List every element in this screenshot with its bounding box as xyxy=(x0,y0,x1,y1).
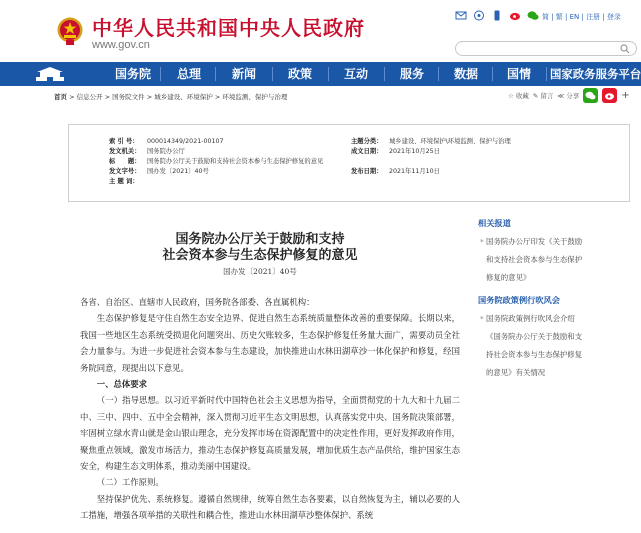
meta-index-no: 索 引 号： 000014349/2021-00107 xyxy=(109,138,224,145)
main-nav xyxy=(0,62,641,86)
sidebar-related-link-cont[interactable]: 和支持社会资本参与生态保护 xyxy=(486,255,583,264)
nav-item-premier[interactable]: 总理 xyxy=(176,67,201,81)
meta-published: 发布日期： 2021年11月10日 xyxy=(351,168,440,175)
nav-divider xyxy=(272,67,273,81)
article-paragraph xyxy=(80,392,460,474)
sidebar-policy-link[interactable]: * 国务院政策例行吹风会介绍 xyxy=(480,314,575,323)
nav-item-interaction[interactable]: 互动 xyxy=(343,67,368,81)
sidebar-policy-title: 国务院政策例行吹风会 xyxy=(478,295,560,305)
app-icon[interactable] xyxy=(473,10,485,21)
section-heading: 一、总体要求 xyxy=(96,379,148,390)
article-title xyxy=(120,232,400,264)
article-intro: 生态保护修复是守住自然生态安全边界、促进自然生态系统质量整体改善的重要保障。长期以来，我国一些地区生态系统受损退化问题突出、历史欠账较多，生态保护修复任务量大面广，需要动员全社会力量参与。为进一步促进社会资本参与生态建设，加快推进山水林田湖草沙一体化保护和修复，经国务院同意，现提出以下意见。 xyxy=(80,313,460,373)
more-share-icon[interactable]: + xyxy=(621,90,630,101)
article-paragraph xyxy=(80,491,460,524)
article-tools xyxy=(508,88,630,103)
article-greeting: 各省、自治区、直辖市人民政府，国务院各部委、各直属机构： xyxy=(80,297,315,307)
article-doc-number: 国办发〔2021〕40号 xyxy=(223,267,297,276)
nav-item-national-situation[interactable]: 国情 xyxy=(506,67,531,81)
wechat-icon[interactable] xyxy=(527,10,539,21)
nav-divider xyxy=(546,67,547,81)
site-header xyxy=(0,0,641,62)
nav-divider xyxy=(438,67,439,81)
site-name[interactable]: 中华人民共和国中央人民政府 xyxy=(92,16,365,40)
meta-created: 成文日期： 2021年10月25日 xyxy=(351,148,440,155)
sidebar-policy-list xyxy=(478,310,638,382)
nav-divider xyxy=(492,67,493,81)
subsection-text: 以习近平新时代中国特色社会主义思想为指导，全面贯彻党的十九大和十九届二中、三中、四中、五中全会精神，深入贯彻习近平生态文明思想，认真落实党中央、国务院决策部署，牢固树立绿水青山就是金山银山理念，充分发挥市场在资源配置中的决定性作用，更好发挥政府作用，聚焦重点领域，激发市场活力，推动生态保护修复高质量发展，增加优质生态产品供给，维护国家生态安全，构建生态文明体系，推动美丽中国建设。 xyxy=(80,395,461,472)
site-url: www.gov.cn xyxy=(92,39,150,51)
meta-title: 标 题： 国务院办公厅关于鼓励和支持社会资本参与生态保护修复的意见 xyxy=(109,158,324,165)
weibo-share-icon[interactable] xyxy=(602,88,617,103)
meta-subject: 主 题 词： xyxy=(109,178,139,185)
search-icon[interactable] xyxy=(620,44,630,54)
sidebar-related-link-cont[interactable]: 修复的意见》 xyxy=(486,273,531,282)
sidebar xyxy=(478,218,638,382)
subsection-heading: （二）工作原则。 xyxy=(96,477,164,488)
wechat-share-icon[interactable] xyxy=(583,88,598,103)
meta-category: 主题分类： 城乡建设、环境保护\环境监测、保护与治理 xyxy=(351,138,511,145)
breadcrumb xyxy=(54,92,287,101)
nav-divider xyxy=(160,67,161,81)
top-icons xyxy=(455,10,539,21)
article-body xyxy=(80,294,460,524)
document-metadata xyxy=(68,124,630,202)
nav-divider xyxy=(328,67,329,81)
comment-button[interactable]: ✎ 留言 xyxy=(532,92,554,100)
breadcrumb-home[interactable]: 首页 xyxy=(54,93,67,101)
sidebar-related-list xyxy=(478,233,638,287)
tiananmen-icon xyxy=(32,66,68,82)
favorite-button[interactable]: ☆ 收藏 xyxy=(508,92,529,100)
principle-heading: 坚持保护优先、系统修复。 xyxy=(96,493,199,504)
subsection-heading: （一）指导思想。 xyxy=(96,395,165,406)
nav-item-data[interactable]: 数据 xyxy=(453,67,478,81)
nav-divider xyxy=(384,67,385,81)
principle-text: 遵循自然规律，统筹自然生态各要素，以自然恢复为主，辅以必要的人工措施，增强各项举措的关联性和耦合性，推进山水林田湖草沙整体保护、系统 xyxy=(80,493,461,521)
nav-item-policy[interactable]: 政策 xyxy=(287,67,312,81)
sidebar-policy-link-cont[interactable]: 持社会资本参与生态保护修复 xyxy=(486,350,583,359)
top-links[interactable]: 简 | 繁 | EN | 注册 | 登录 xyxy=(542,13,621,21)
sidebar-related-link[interactable]: * 国务院办公厅印发《关于鼓励 xyxy=(480,237,583,246)
article-title-line1: 国务院办公厅关于鼓励和支持 xyxy=(175,232,345,247)
weibo-icon[interactable] xyxy=(509,10,521,21)
nav-item-service[interactable]: 服务 xyxy=(399,67,424,81)
sidebar-related-title: 相关报道 xyxy=(478,218,511,228)
sidebar-policy-link-cont[interactable]: 的意见》有关情况 xyxy=(486,368,546,377)
nav-item-news[interactable]: 新闻 xyxy=(231,67,256,81)
national-emblem-icon[interactable] xyxy=(56,16,84,46)
share-button[interactable]: ≪ 分享 xyxy=(557,92,580,100)
nav-home[interactable] xyxy=(0,62,100,86)
nav-item-state-council[interactable]: 国务院 xyxy=(114,67,151,81)
breadcrumb-path[interactable]: > 信息公开 > 国务院文件 > 城乡建设、环境保护 > 环境监测、保护与治理 xyxy=(69,93,288,101)
mail-icon[interactable] xyxy=(455,10,467,21)
nav-item-service-platform[interactable]: 国家政务服务平台 xyxy=(550,67,641,81)
nav-divider xyxy=(215,67,216,81)
meta-issuer: 发文机关： 国务院办公厅 xyxy=(109,148,185,155)
mobile-icon[interactable] xyxy=(491,10,503,21)
sidebar-policy-link-cont[interactable]: 《国务院办公厅关于鼓励和支 xyxy=(486,332,583,341)
article-title-line2: 社会资本参与生态保护修复的意见 xyxy=(162,248,358,263)
search-input[interactable] xyxy=(455,41,637,56)
meta-docno: 发文字号： 国办发〔2021〕40号 xyxy=(109,168,209,175)
